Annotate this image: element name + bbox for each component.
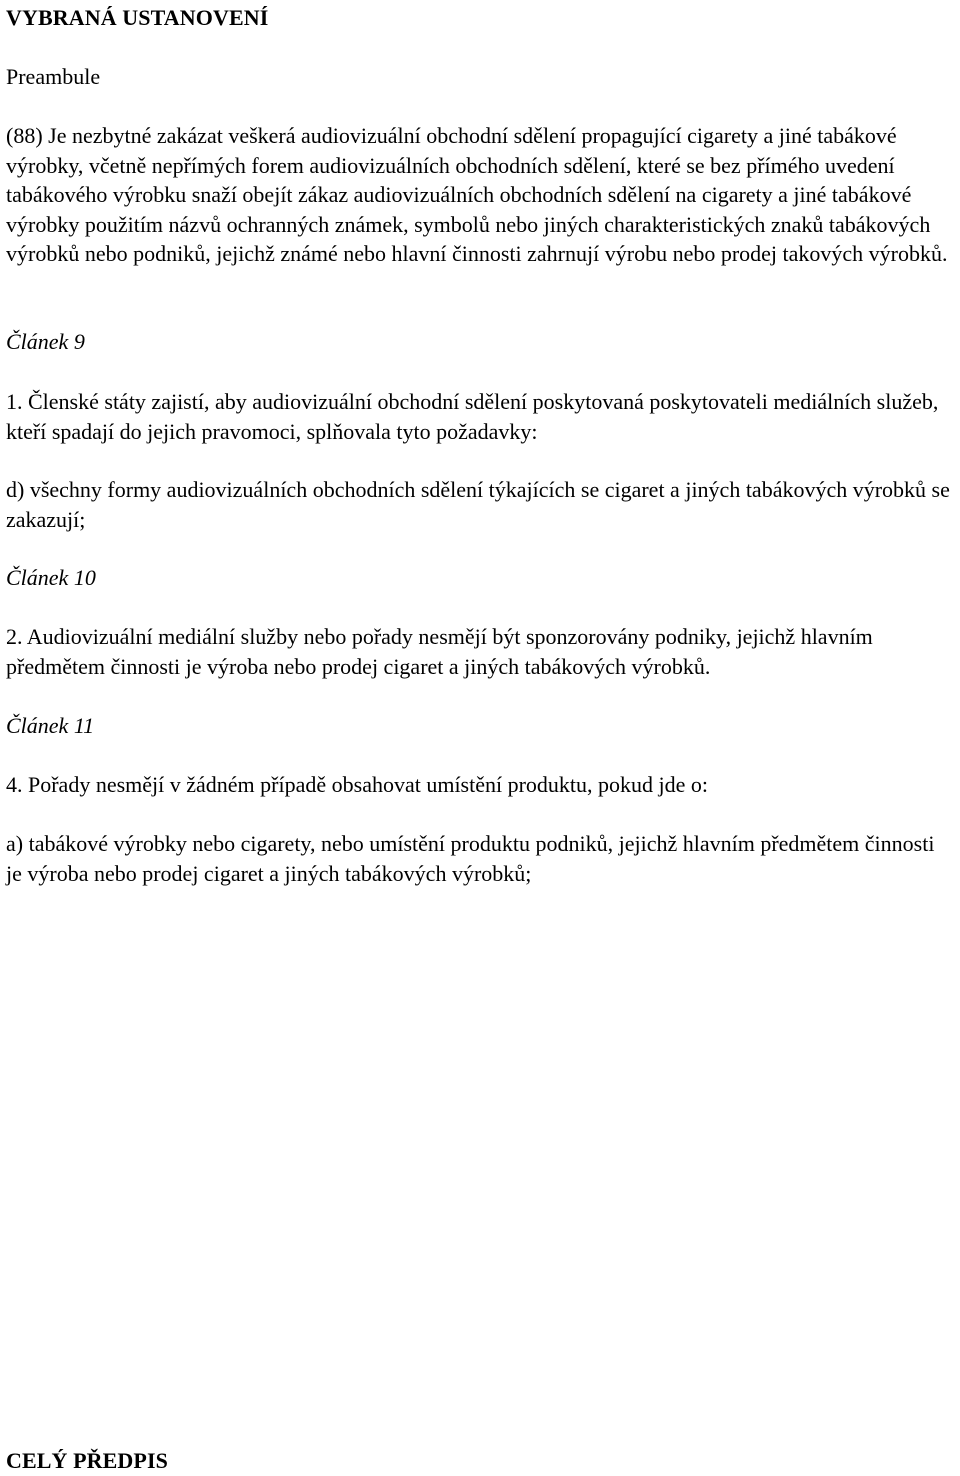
article-11-paragraph-4: 4. Pořady nesmějí v žádném případě obsahovat umístění produktu, pokud jde o: xyxy=(6,772,709,797)
recital-88: (88) Je nezbytné zakázat veškerá audiovizuální obchodní sdělení propagující cigarety a jiné tabákové výrobky, včetně nepřímých forem audiovizuálních obchodních sdělení, které se bez přímého uvedení tabákového výrobku snaží obejít zákaz audiovizuálních obchodních sdělení na cigarety a jiné tabákové výrobky použitím názvů ochranných známek, symbolů nebo jiných charakteristických znaků tabákových výrobků nebo podniků, jejichž známé nebo hlavní činnosti zahrnují výrobu nebo prodej takových výrobků. xyxy=(6,123,948,266)
full-regulation-link[interactable]: CELÝ PŘEDPIS xyxy=(6,1448,168,1473)
article-10-paragraph-2: 2. Audiovizuální mediální služby nebo pořady nesmějí být sponzorovány podniky, jejichž hlavním předmětem činnosti je výroba nebo prodej cigaret a jiných tabákových výrobků. xyxy=(6,624,873,679)
article-9-heading: Článek 9 xyxy=(6,329,85,354)
article-9-paragraph-1: 1. Členské státy zajistí, aby audiovizuální obchodní sdělení poskytovaná poskytovateli mediálních služeb, kteří spadají do jejich pravomoci, splňovala tyto požadavky: xyxy=(6,389,939,444)
article-10-heading: Článek 10 xyxy=(6,565,96,590)
article-11-heading: Článek 11 xyxy=(6,713,95,738)
article-11-paragraph-a: a) tabákové výrobky nebo cigarety, nebo umístění produktu podniků, jejichž hlavním předmětem činnosti je výroba nebo prodej cigaret a jiných tabákových výrobků; xyxy=(6,831,935,886)
preamble-heading: Preambule xyxy=(6,64,101,89)
document-title: VYBRANÁ USTANOVENÍ xyxy=(6,5,269,30)
article-9-paragraph-d: d) všechny formy audiovizuálních obchodních sdělení týkajících se cigaret a jiných tabákových výrobků se zakazují; xyxy=(6,477,950,532)
